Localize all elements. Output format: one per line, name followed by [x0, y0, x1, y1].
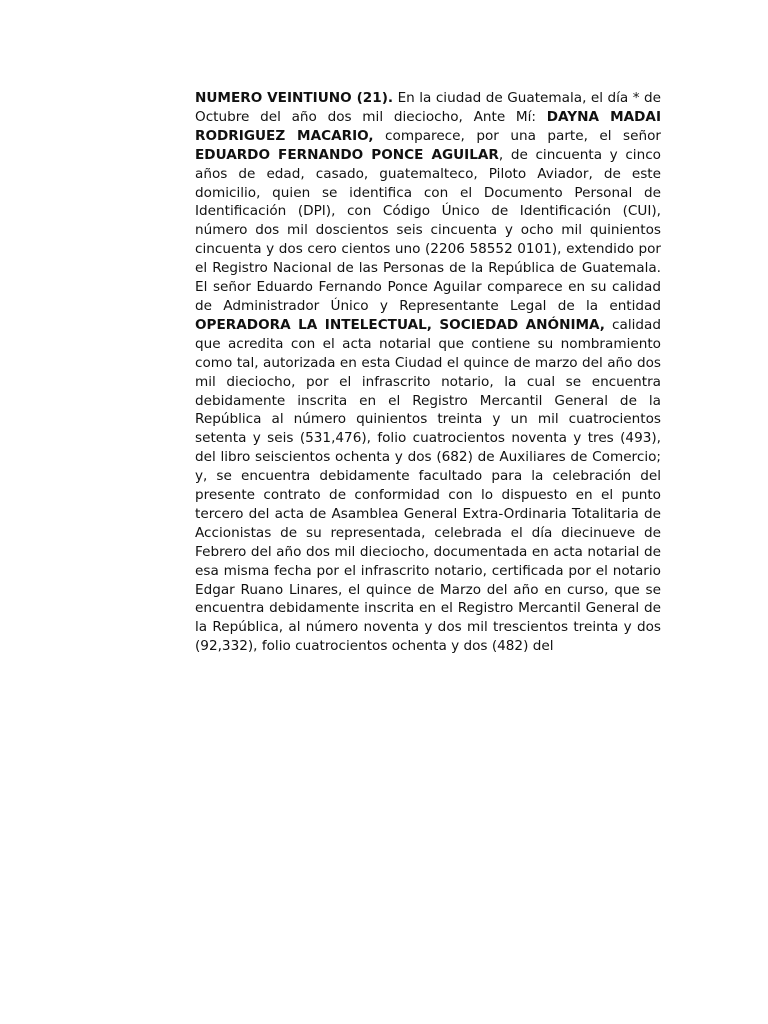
- notary-name: DAYNA MADAI RODRIGUEZ MACARIO,: [195, 108, 661, 144]
- deed-paragraph: [195, 89, 661, 656]
- deed-number: NUMERO VEINTIUNO (21).: [195, 90, 394, 106]
- appearance-text: comparece, por una parte, el señor: [373, 127, 661, 144]
- company-name: OPERADORA LA INTELECTUAL, SOCIEDAD ANÓNIMA,: [195, 316, 605, 333]
- deed-intro-text: En la ciudad de Guatemala, el día * de Octubre del año dos mil dieciocho, Ante Mí:: [195, 90, 661, 125]
- authority-details-text: calidad que acredita con el acta notarial que contiene su nombramiento como tal, autorizada en esta Ciudad el quince de marzo del año dos mil dieciocho, por el infrascrito notario, la cual se encuentra debidamente inscrita en el Registro Mercantil General de la República al número quinientos treinta y un mil cuatrocientos setenta y seis (531,476), folio cuatrocientos noventa y tres (493), del libro seiscientos ochenta y dos (682) de Auxiliares de Comercio; y, se encuentra debidamente facultado para la celebración del presente contrato de conformidad con lo dispuesto en el punto tercero del acta de Asamblea General Extra-Ordinaria Totalitaria de Accionistas de su representada, celebrada el día diecinueve de Febrero del año dos mil dieciocho, documentada en acta notarial de esa misma fecha por el infrascrito notario, certificada por el notario Edgar Ruano Linares, el quince de Marzo del año en curso, que se encuentra debidamente inscrita en el Registro Mercantil General de la República, al número noventa y dos mil trescientos treinta y dos (92,332), folio cuatrocientos ochenta y dos (482) del: [195, 316, 661, 655]
- party-details-text: , de cincuenta y cinco años de edad, casado, guatemalteco, Piloto Aviador, de este domicilio, quien se identifica con el Documento Personal de Identificación (DPI), con Código Único de Identificación (CUI), número dos mil doscientos seis cincuenta y ocho mil quinientos cincuenta y dos cero cientos uno (2206 58552 0101), extendido por el Registro Nacional de las Personas de la República de Guatemala. El señor Eduardo Fernando Ponce Aguilar comparece en su calidad de Administrador Único y Representante Legal de la entidad: [195, 146, 661, 314]
- party-name: EDUARDO FERNANDO PONCE AGUILAR: [195, 146, 499, 163]
